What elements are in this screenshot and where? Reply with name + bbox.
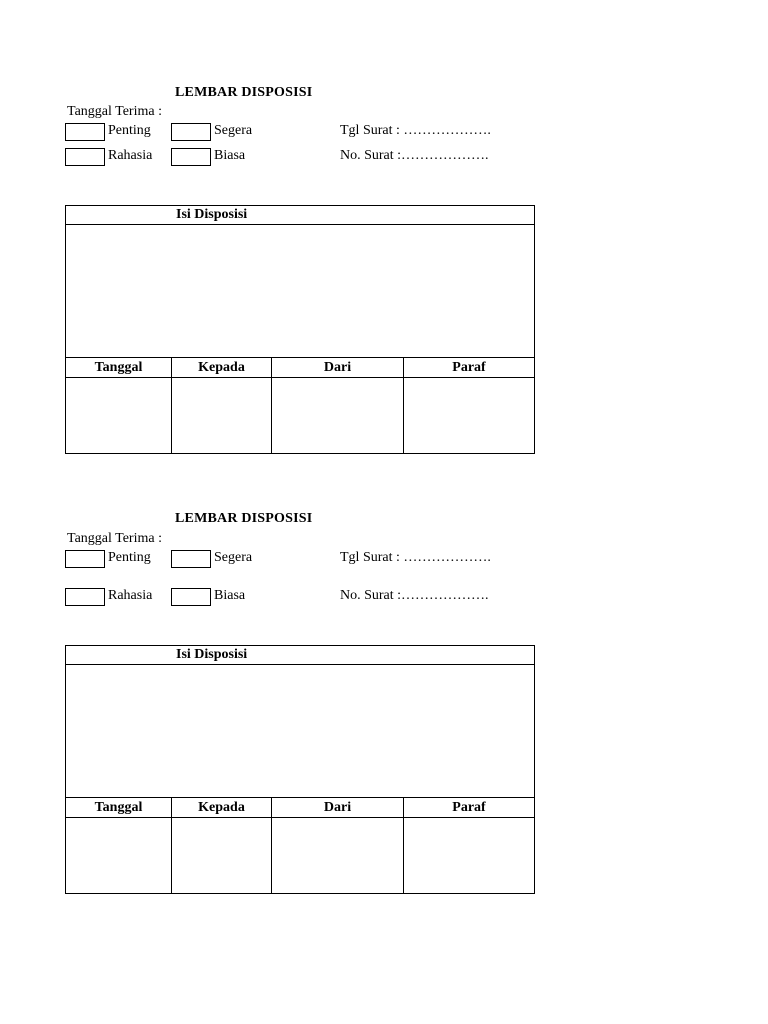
isi-disposisi-area[interactable] [66, 665, 534, 798]
isi-disposisi-area[interactable] [66, 225, 534, 358]
tgl-surat-field[interactable]: Tgl Surat : ………………. [340, 550, 491, 565]
paraf-cell[interactable] [404, 818, 534, 893]
dari-column [272, 798, 404, 893]
kepada-cell[interactable] [172, 378, 271, 453]
biasa-checkbox[interactable] [171, 588, 211, 606]
table-columns [66, 358, 534, 453]
dari-header: Dari [272, 798, 403, 818]
rahasia-checkbox[interactable] [65, 588, 105, 606]
kepada-header: Kepada [172, 798, 271, 818]
biasa-label: Biasa [214, 588, 246, 603]
tanggal-terima-label: Tanggal Terima : [67, 531, 162, 546]
rahasia-checkbox[interactable] [65, 148, 105, 166]
form-title: LEMBAR DISPOSISI [175, 511, 313, 526]
paraf-column [404, 358, 534, 453]
no-surat-field[interactable]: No. Surat :………………. [340, 148, 489, 163]
rahasia-label: Rahasia [108, 148, 153, 163]
tanggal-header: Tanggal [66, 798, 171, 818]
disposition-table [65, 645, 535, 894]
penting-label: Penting [108, 123, 151, 138]
dari-column [272, 358, 404, 453]
penting-checkbox[interactable] [65, 550, 105, 568]
tanggal-column [66, 798, 172, 893]
isi-disposisi-header: Isi Disposisi [66, 646, 534, 665]
isi-disposisi-header: Isi Disposisi [66, 206, 534, 225]
segera-checkbox[interactable] [171, 550, 211, 568]
segera-label: Segera [214, 123, 253, 138]
tanggal-cell[interactable] [66, 818, 171, 893]
dari-cell[interactable] [272, 818, 403, 893]
segera-checkbox[interactable] [171, 123, 211, 141]
tanggal-column [66, 358, 172, 453]
paraf-header: Paraf [404, 358, 534, 378]
paraf-cell[interactable] [404, 378, 534, 453]
biasa-checkbox[interactable] [171, 148, 211, 166]
dari-header: Dari [272, 358, 403, 378]
paraf-column [404, 798, 534, 893]
rahasia-label: Rahasia [108, 588, 153, 603]
disposition-table [65, 205, 535, 454]
biasa-label: Biasa [214, 148, 246, 163]
tanggal-terima-label: Tanggal Terima : [67, 104, 162, 119]
penting-label: Penting [108, 550, 151, 565]
segera-label: Segera [214, 550, 253, 565]
table-columns [66, 798, 534, 893]
kepada-column [172, 798, 272, 893]
paraf-header: Paraf [404, 798, 534, 818]
kepada-header: Kepada [172, 358, 271, 378]
kepada-cell[interactable] [172, 818, 271, 893]
tgl-surat-field[interactable]: Tgl Surat : ………………. [340, 123, 491, 138]
tanggal-header: Tanggal [66, 358, 171, 378]
form-title: LEMBAR DISPOSISI [175, 85, 313, 100]
penting-checkbox[interactable] [65, 123, 105, 141]
tanggal-cell[interactable] [66, 378, 171, 453]
no-surat-field[interactable]: No. Surat :………………. [340, 588, 489, 603]
kepada-column [172, 358, 272, 453]
dari-cell[interactable] [272, 378, 403, 453]
